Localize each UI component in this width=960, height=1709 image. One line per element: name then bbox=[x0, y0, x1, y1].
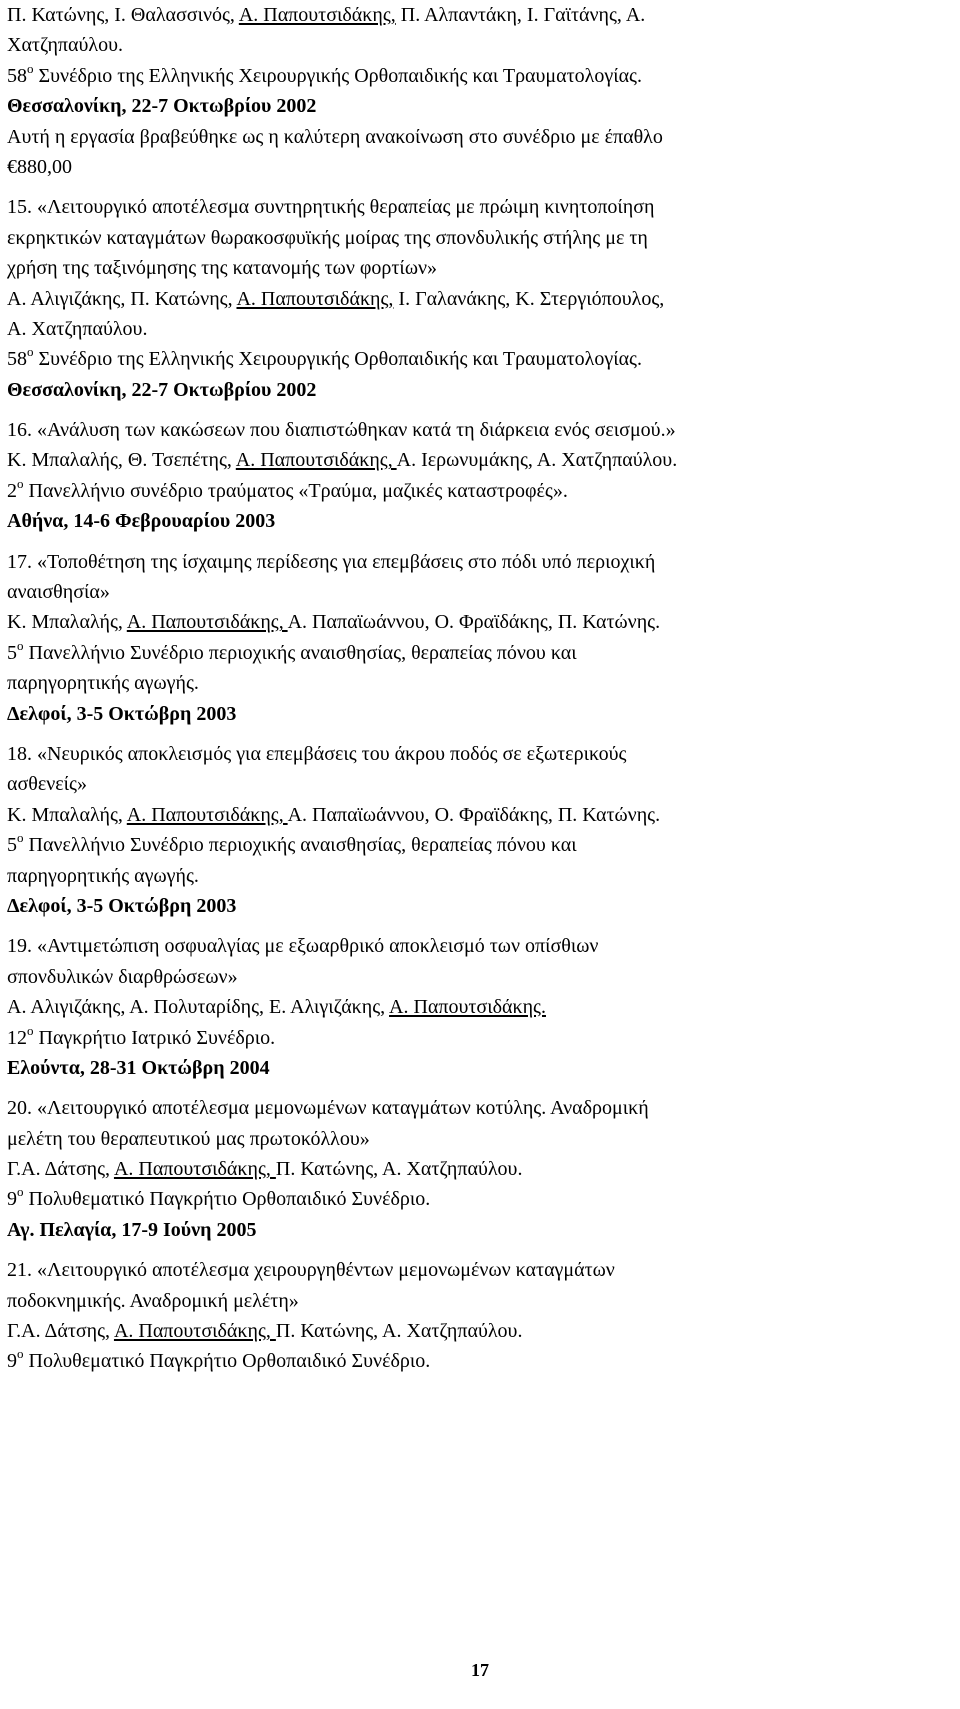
highlighted-author: Α. Παπουτσιδάκης, bbox=[236, 287, 394, 310]
entry-title: ασθενείς» bbox=[7, 773, 87, 796]
entry-title: εκρηκτικών καταγμάτων θωρακοσφυϊκής μοίρας της σπονδυλικής στήλης με τη bbox=[7, 226, 648, 249]
entry-title: 21. «Λειτουργικό αποτέλεσμα χειρουργηθέντων μεμονωμένων καταγμάτων bbox=[7, 1259, 615, 1282]
authors-line: Κ. Μπαλαλής, Α. Παπουτσιδάκης, Α. Παπαϊωάννου, Ο. Φραϊδάκης, Π. Κατώνης. bbox=[7, 803, 661, 826]
entry-title: 20. «Λειτουργικό αποτέλεσμα μεμονωμένων καταγμάτων κοτύλης. Αναδρομική bbox=[7, 1097, 649, 1120]
highlighted-author: Α. Παπουτσιδάκης, bbox=[126, 803, 288, 826]
authors-line: Γ.Α. Δάτσης, Α. Παπουτσιδάκης, Π. Κατώνης, Α. Χατζηπαύλου. bbox=[7, 1158, 523, 1181]
conference-line: $58^o$ Συνέδριο της Ελληνικής Χειρουργικής Ορθοπαιδικής και Τραυματολογίας. bbox=[7, 60, 642, 87]
highlighted-author: Α. Παπουτσιδάκης. bbox=[389, 996, 546, 1019]
entry-17 bbox=[7, 547, 952, 729]
conference-place: Θεσσαλονίκη, 22-7 Οκτωβρίου 2002 bbox=[7, 95, 317, 118]
conference-line: $5^o$ Πανελλήνιο Συνέδριο περιοχικής αναισθησίας, θεραπείας πόνου και bbox=[7, 637, 577, 664]
highlighted-author: Α. Παπουτσιδάκης, bbox=[113, 1320, 276, 1343]
conference-line: $58^o$ Συνέδριο της Ελληνικής Χειρουργικής Ορθοπαιδικής και Τραυματολογίας. bbox=[7, 344, 642, 371]
entry-19 bbox=[7, 931, 952, 1083]
highlighted-author: Α. Παπουτσιδάκης, bbox=[113, 1158, 276, 1181]
entry-title: χρήση της ταξινόμησης της κατανομής των φορτίων» bbox=[7, 257, 438, 280]
conference-line: παρηγορητικής αγωγής. bbox=[7, 864, 199, 887]
conference-line: $9^o$ Πολυθεματικό Παγκρήτιο Ορθοπαιδικό Συνέδριο. bbox=[7, 1346, 431, 1373]
entry-title: αναισθησία» bbox=[7, 581, 110, 604]
entry-title: ποδοκνημικής. Αναδρομική μελέτη» bbox=[7, 1289, 299, 1312]
conference-line: παρηγορητικής αγωγής. bbox=[7, 672, 199, 695]
authors-line: Α. Αλιγιζάκης, Α. Πολυταρίδης, Ε. Αλιγιζάκης, Α. Παπουτσιδάκης. bbox=[7, 996, 546, 1019]
entry-20 bbox=[7, 1093, 952, 1245]
conference-place: Δελφοί, 3-5 Οκτώβρη 2003 bbox=[7, 894, 237, 917]
highlighted-author: Α. Παπουτσιδάκης, bbox=[238, 4, 396, 26]
authors-line: Κ. Μπαλαλής, Θ. Τσεπέτης, Α. Παπουτσιδάκης, Α. Ιερωνυμάκης, Α. Χατζηπαύλου. bbox=[7, 449, 678, 472]
conference-place: Ελούντα, 28-31 Οκτώβρη 2004 bbox=[7, 1056, 270, 1079]
authors-line: Χατζηπαύλου. bbox=[7, 34, 123, 57]
entry-title: 19. «Αντιμετώπιση οσφυαλγίας με εξωαρθρικό αποκλεισμό των οπίσθιων bbox=[7, 935, 599, 958]
entry-title: σπονδυλικών διαρθρώσεων» bbox=[7, 965, 238, 988]
authors-line: Α. Αλιγιζάκης, Π. Κατώνης, Α. Παπουτσιδάκης, Ι. Γαλανάκης, Κ. Στεργιόπουλος, bbox=[7, 287, 665, 310]
conference-place: Αγ. Πελαγία, 17-9 Ιούνη 2005 bbox=[7, 1218, 257, 1241]
authors-line: Α. Χατζηπαύλου. bbox=[7, 317, 148, 340]
page-number: 17 bbox=[471, 1660, 489, 1680]
document-page bbox=[7, 0, 952, 1377]
authors-line: Κ. Μπαλαλής, Α. Παπουτσιδάκης, Α. Παπαϊωάννου, Ο. Φραϊδάκης, Π. Κατώνης. bbox=[7, 611, 661, 634]
conference-line: $9^o$ Πολυθεματικό Παγκρήτιο Ορθοπαιδικό Συνέδριο. bbox=[7, 1184, 431, 1211]
entry-16 bbox=[7, 415, 952, 537]
conference-place: Θεσσαλονίκη, 22-7 Οκτωβρίου 2002 bbox=[7, 378, 317, 401]
conference-place: Αθήνα, 14-6 Φεβρουαρίου 2003 bbox=[7, 510, 276, 533]
entry-14-continuation bbox=[7, 0, 952, 182]
entry-title: 15. «Λειτουργικό αποτέλεσμα συντηρητικής θεραπείας με πρώιμη κινητοποίηση bbox=[7, 196, 655, 219]
award-amount: €880,00 bbox=[7, 155, 72, 178]
conference-line: $5^o$ Πανελλήνιο Συνέδριο περιοχικής αναισθησίας, θεραπείας πόνου και bbox=[7, 830, 577, 857]
entry-21 bbox=[7, 1255, 952, 1377]
entry-15 bbox=[7, 192, 952, 405]
award-line: Αυτή η εργασία βραβεύθηκε ως η καλύτερη ανακοίνωση στο συνέδριο με έπαθλο bbox=[7, 125, 663, 148]
authors-line: Γ.Α. Δάτσης, Α. Παπουτσιδάκης, Π. Κατώνης, Α. Χατζηπαύλου. bbox=[7, 1320, 523, 1343]
entry-title: μελέτη του θεραπευτικού μας πρωτοκόλλου» bbox=[7, 1127, 370, 1150]
conference-line: $12^o$ Παγκρήτιο Ιατρικό Συνέδριο. bbox=[7, 1022, 276, 1049]
entry-title: 18. «Νευρικός αποκλεισμός για επεμβάσεις του άκρου ποδός σε εξωτερικούς bbox=[7, 742, 627, 765]
highlighted-author: Α. Παπουτσιδάκης, bbox=[126, 611, 288, 634]
entry-title: 17. «Τοποθέτηση της ίσχαιμης περίδεσης για επεμβάσεις στο πόδι υπό περιοχική bbox=[7, 550, 656, 573]
entry-18 bbox=[7, 739, 952, 921]
entry-title: 16. «Ανάλυση των κακώσεων που διαπιστώθηκαν κατά τη διάρκεια ενός σεισμού.» bbox=[7, 419, 676, 442]
conference-line: $2^o$ Πανελλήνιο συνέδριο τραύματος «Τραύμα, μαζικές καταστροφές». bbox=[7, 475, 568, 502]
highlighted-author: Α. Παπουτσιδάκης, bbox=[235, 449, 397, 472]
conference-place: Δελφοί, 3-5 Οκτώβρη 2003 bbox=[7, 702, 237, 725]
authors-line: Π. Κατώνης, Ι. Θαλασσινός, Α. Παπουτσιδάκης, Π. Αλπαντάκη, Ι. Γαϊτάνης, Α. bbox=[7, 4, 646, 26]
